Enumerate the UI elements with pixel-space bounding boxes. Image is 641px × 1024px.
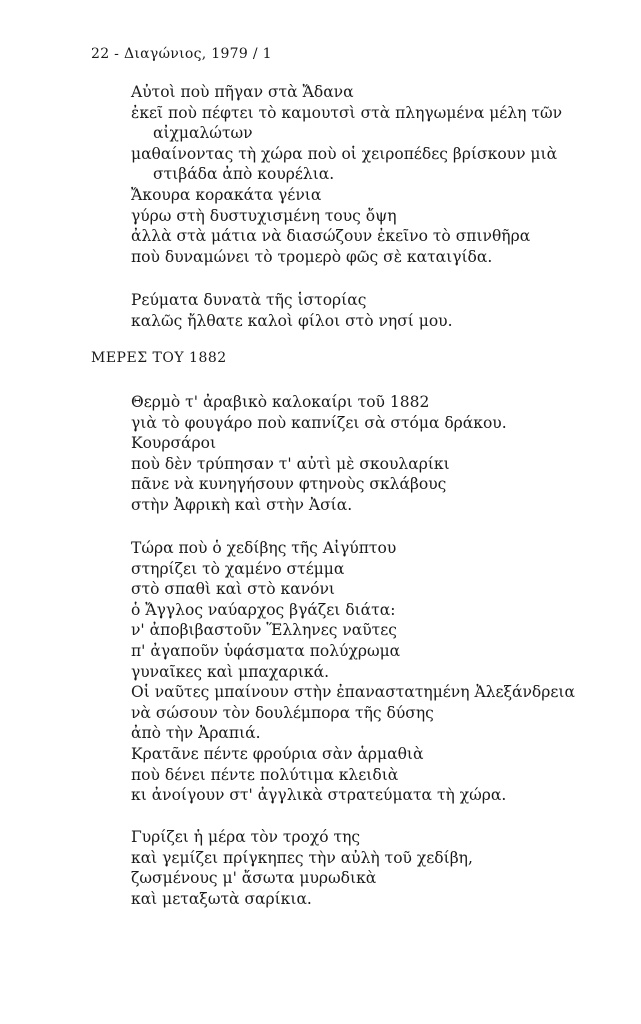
stanza-2 bbox=[131, 290, 621, 331]
verse-line: καὶ μεταξωτὰ σαρίκια. bbox=[131, 889, 312, 908]
verse-line: Κρατᾶνε πέντε φρούρια σὰν ἁρμαθιὰ bbox=[131, 744, 424, 763]
verse-line: νὰ σώσουν τὸν δουλέμπορα τῆς δύσης bbox=[131, 703, 434, 722]
verse-line: μαθαίνοντας τὴ χώρα ποὺ οἱ χειροπέδες βρίσκουν μιὰ bbox=[131, 144, 558, 163]
verse-line-continuation: αἰχμαλώτων bbox=[153, 124, 253, 143]
verse-line: κι ἀνοίγουν στ' ἀγγλικὰ στρατεύματα τὴ χώρα. bbox=[131, 786, 507, 805]
verse-line: γύρω στὴ δυστυχισμένη τους ὄψη bbox=[131, 206, 397, 225]
verse-line: ὁ Ἄγγλος ναύαρχος βγάζει διάτα: bbox=[131, 600, 396, 619]
verse-line: ἀλλὰ στὰ μάτια νὰ διασώζουν ἐκεῖνο τὸ σπινθῆρα bbox=[131, 227, 531, 246]
running-head: 22 - Διαγώνιος, 1979 / 1 bbox=[91, 46, 272, 62]
verse-line: ποὺ δὲν τρύπησαν τ' αὐτὶ μὲ σκουλαρίκι bbox=[131, 454, 450, 473]
stanza-5 bbox=[131, 827, 621, 909]
stanza-1 bbox=[131, 82, 621, 267]
stanza-4 bbox=[131, 538, 621, 806]
verse-line: πᾶνε νὰ κυνηγήσουν φτηνοὺς σκλάβους bbox=[131, 475, 447, 494]
verse-line: γιὰ τὸ φουγάρο ποὺ καπνίζει σὰ στόμα δράκου. bbox=[131, 413, 507, 432]
verse-line: στὴν Ἀφρικὴ καὶ στὴν Ἀσία. bbox=[131, 495, 353, 514]
verse-line: Ρεύματα δυνατὰ τῆς ἱστορίας bbox=[131, 291, 367, 309]
poem-title: ΜΕΡΕΣ ΤΟΥ 1882 bbox=[91, 350, 227, 366]
verse-line-continuation: στιβάδα ἀπὸ κουρέλια. bbox=[153, 165, 335, 184]
verse-line: στηρίζει τὸ χαμένο στέμμα bbox=[131, 559, 345, 578]
verse-line: στὸ σπαθὶ καὶ στὸ κανόνι bbox=[131, 580, 335, 599]
verse-line: ποὺ δυναμώνει τὸ τρομερὸ φῶς σὲ καταιγίδα. bbox=[131, 247, 493, 266]
stanza-3 bbox=[131, 392, 621, 516]
verse-line: ν' ἀποβιβαστοῦν Ἕλληνες ναῦτες bbox=[131, 621, 397, 640]
verse-line: καλῶς ἤλθατε καλοὶ φίλοι στὸ νησί μου. bbox=[131, 311, 453, 330]
verse-line: Αὐτοὶ ποὺ πῆγαν στὰ Ἄδανα bbox=[131, 83, 354, 101]
verse-line: καὶ γεμίζει πρίγκηπες τὴν αὐλὴ τοῦ χεδίβη, bbox=[131, 848, 473, 867]
verse-line: ἀπὸ τὴν Ἀραπιά. bbox=[131, 724, 261, 743]
verse-line: π' ἀγαποῦν ὑφάσματα πολύχρωμα bbox=[131, 641, 401, 660]
verse-line: Γυρίζει ἡ μέρα τὸν τροχό της bbox=[131, 828, 361, 846]
verse-line: γυναῖκες καὶ μπαχαρικά. bbox=[131, 662, 329, 681]
verse-line: Θερμὸ τ' ἀραβικὸ καλοκαίρι τοῦ 1882 bbox=[131, 393, 430, 411]
verse-line: ζωσμένους μ' ἄσωτα μυρωδικὰ bbox=[131, 869, 377, 888]
verse-line: ποὺ δένει πέντε πολύτιμα κλειδιὰ bbox=[131, 765, 399, 784]
verse-line: ἐκεῖ ποὺ πέφτει τὸ καμουτσὶ στὰ πληγωμένα μέλη τῶν bbox=[131, 103, 563, 122]
verse-line: Οἱ ναῦτες μπαίνουν στὴν ἐπαναστατημένη Ἀλεξάνδρεια bbox=[131, 683, 575, 702]
verse-line: Κουρσάροι bbox=[131, 434, 217, 453]
verse-line: Ἄκουρα κορακάτα γένια bbox=[131, 185, 322, 204]
verse-line: Τώρα ποὺ ὁ χεδίβης τῆς Αἰγύπτου bbox=[131, 539, 397, 557]
